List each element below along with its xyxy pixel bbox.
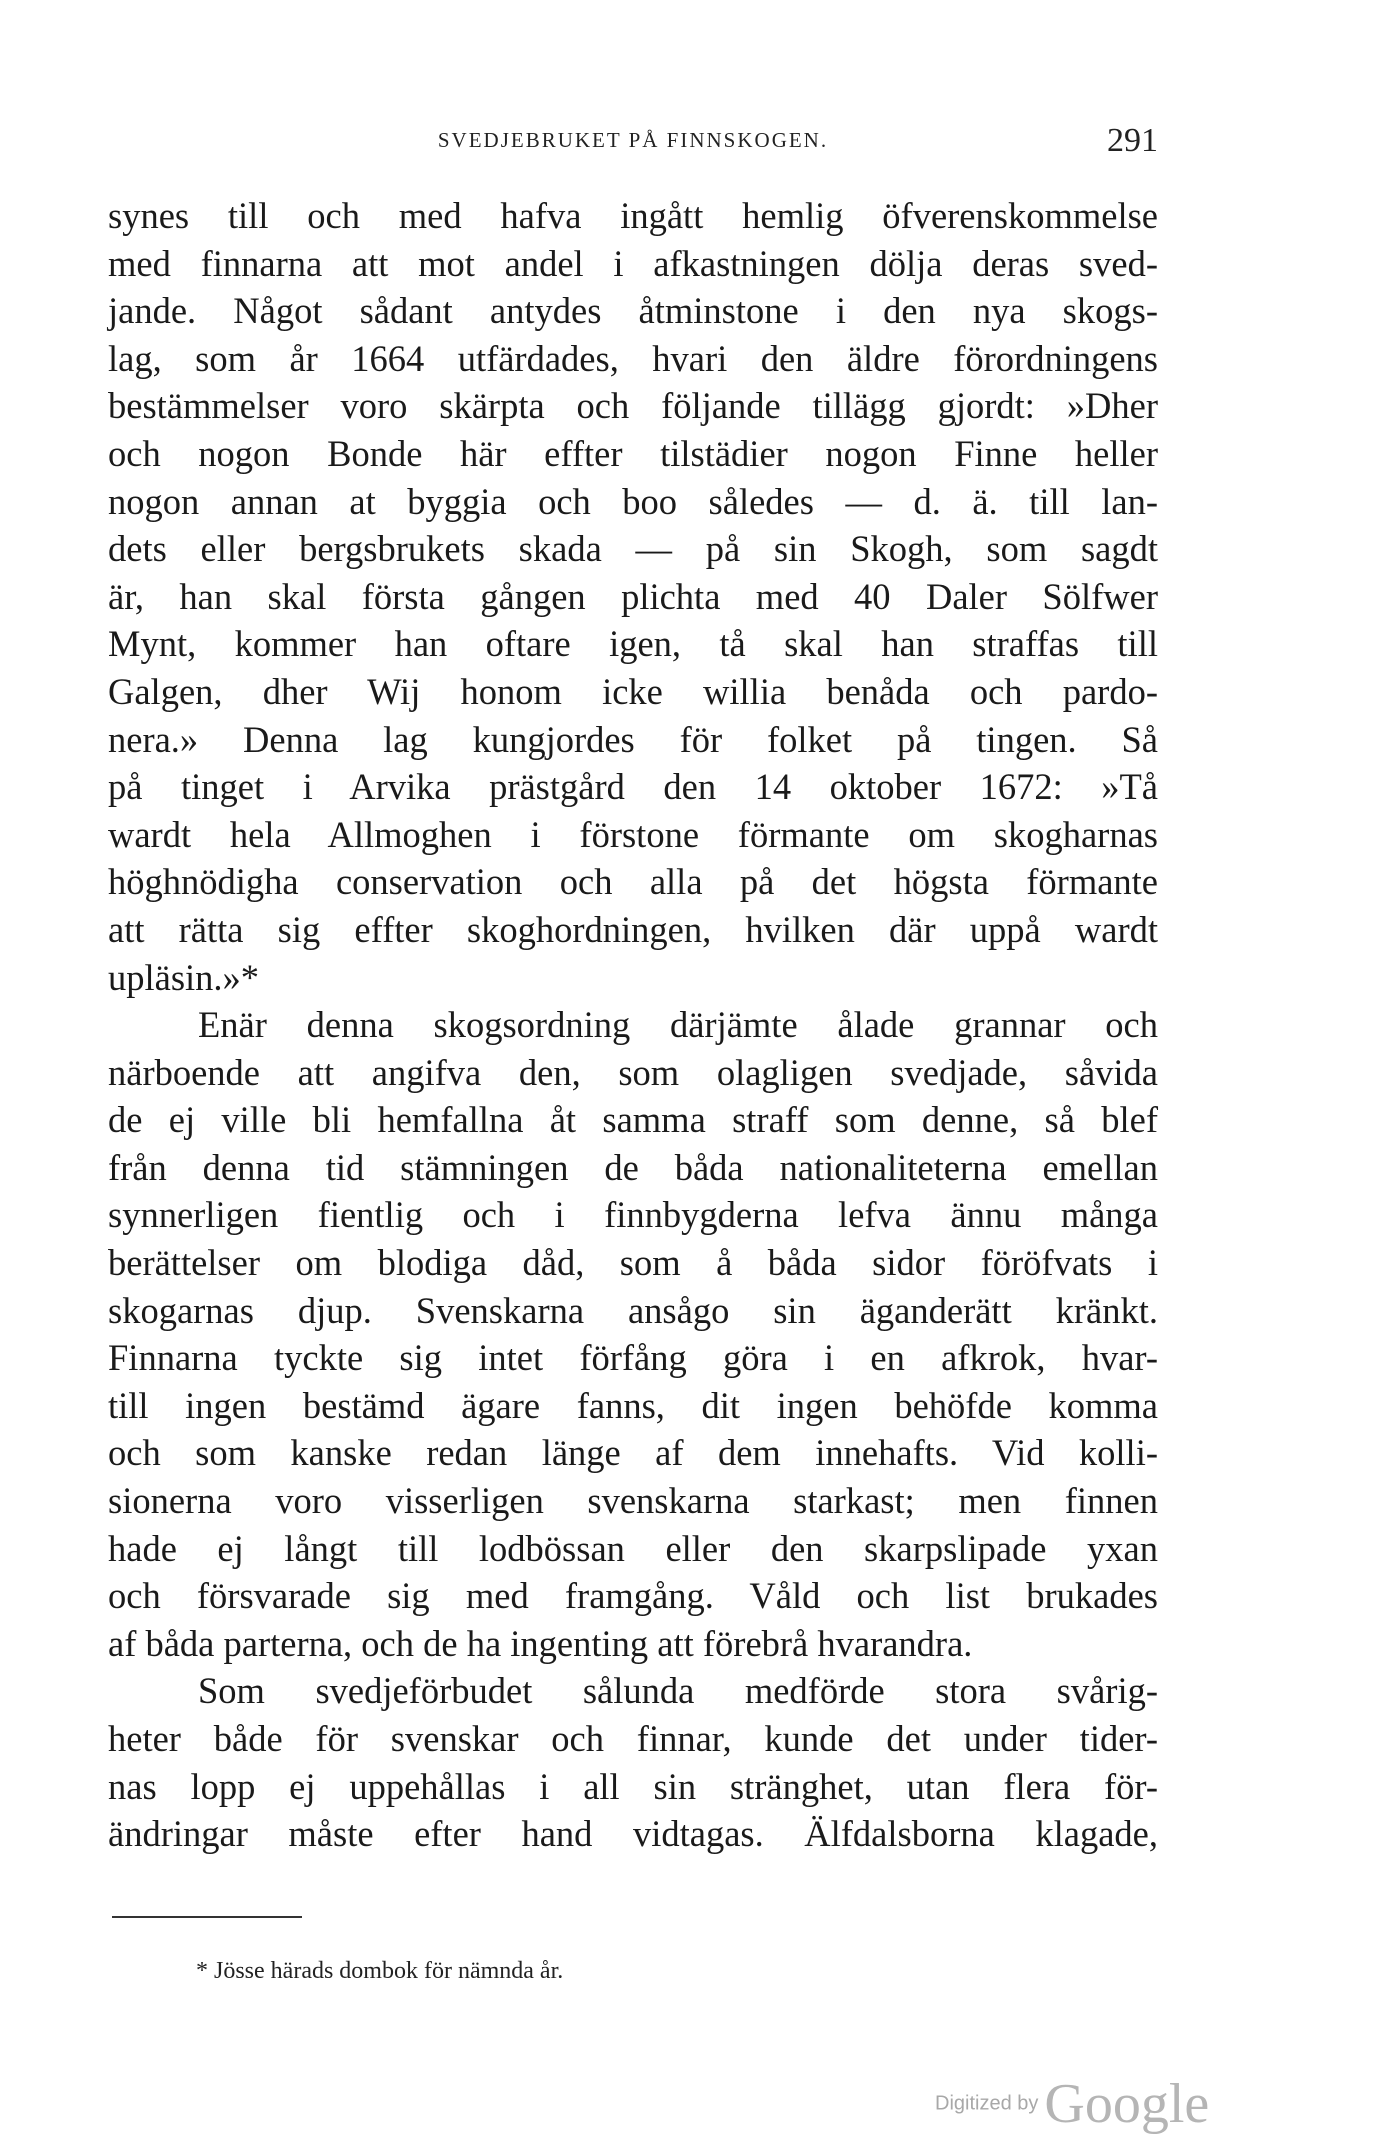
text-line: skogarnas djup. Svenskarna ansågo sin äganderätt kränkt. xyxy=(108,1289,1158,1331)
text-line: jande. Något sådant antydes åtminstone i den nya skogs- xyxy=(108,290,1158,332)
text-line: att rätta sig effter skoghordningen, hvilken där uppå wardt xyxy=(108,908,1158,950)
paragraph-1 xyxy=(108,192,1158,1001)
text-line: synes till och med hafva ingått hemlig öfverenskommelse xyxy=(108,195,1158,236)
text-line: från denna tid stämningen de båda nationaliteterna emellan xyxy=(108,1146,1158,1188)
text-line: med finnarna att mot andel i afkastningen dölja deras sved- xyxy=(108,242,1158,284)
text-line: lag, som år 1664 utfärdades, hvari den äldre förordningens xyxy=(108,337,1158,379)
text-line: Galgen, dher Wij honom icke willia benåda och pardo- xyxy=(108,670,1158,712)
watermark-prefix: Digitized by xyxy=(935,2092,1039,2115)
text-line: bestämmelser voro skärpta och följande tillägg gjordt: »Dher xyxy=(108,385,1158,427)
text-line: Finnarna tyckte sig intet förfång göra i en afkrok, hvar- xyxy=(108,1337,1158,1379)
text-line: sionerna voro visserligen svenskarna starkast; men finnen xyxy=(108,1480,1158,1522)
paragraph-3 xyxy=(108,1667,1158,1857)
text-line: nogon annan at byggia och boo således — d. ä. till lan- xyxy=(108,480,1158,522)
paragraph-2 xyxy=(108,1001,1158,1667)
running-title: SVEDJEBRUKET PÅ FINNSKOGEN. xyxy=(437,128,829,152)
text-line: dets eller bergsbrukets skada — på sin Skogh, som sagdt xyxy=(108,528,1158,570)
text-line: höghnödigha conservation och alla på det högsta förmante xyxy=(108,861,1158,903)
text-line: ändringar måste efter hand vidtagas. Älfdalsborna klagade, xyxy=(108,1813,1158,1855)
text-line: berättelser om blodiga dåd, som å båda sidor föröfvats i xyxy=(108,1242,1158,1284)
text-line: af båda parterna, och de ha ingenting att förebrå hvarandra. xyxy=(108,1622,973,1664)
body-text xyxy=(108,192,1158,1858)
text-line: nera.» Denna lag kungjordes för folket på tingen. Så xyxy=(108,718,1158,760)
text-line: de ej ville bli hemfallna åt samma straff som denne, så blef xyxy=(108,1099,1158,1141)
text-line: hade ej långt till lodbössan eller den skarpslipade yxan xyxy=(108,1527,1158,1569)
text-line: till ingen bestämd ägare fanns, dit ingen behöfde komma xyxy=(108,1384,1158,1426)
footnote-rule xyxy=(112,1916,302,1918)
page-number: 291 xyxy=(1107,122,1158,159)
text-line: närboende att angifva den, som olagligen svedjade, såvida xyxy=(108,1051,1158,1093)
google-logo: Google xyxy=(1044,2073,1210,2135)
text-line: nas lopp ej uppehållas i all sin stränghet, utan flera för- xyxy=(108,1765,1158,1807)
text-line: och nogon Bonde här effter tilstädier nogon Finne heller xyxy=(108,432,1158,474)
text-line: synnerligen fientlig och i finnbygderna lefva ännu många xyxy=(108,1194,1158,1236)
text-line: och försvarade sig med framgång. Våld och list brukades xyxy=(108,1575,1158,1617)
footnote: * Jösse härads dombok för nämnda år. xyxy=(196,1958,564,1984)
text-line: upläsin.»* xyxy=(108,956,260,998)
text-line: Som svedjeförbudet sålunda medförde stora svårig- xyxy=(198,1670,1158,1712)
text-line: på tinget i Arvika prästgård den 14 oktober 1672: »Tå xyxy=(108,766,1158,808)
text-line: är, han skal första gången plichta med 40 Daler Sölfwer xyxy=(108,575,1158,617)
digitized-watermark xyxy=(935,2072,1210,2135)
text-line: Mynt, kommer han oftare igen, tå skal han straffas till xyxy=(108,623,1158,665)
text-line: heter både för svenskar och finnar, kunde det under tider- xyxy=(108,1718,1158,1759)
text-line: och som kanske redan länge af dem innehafts. Vid kolli- xyxy=(108,1432,1158,1474)
text-line: Enär denna skogsordning därjämte ålade grannar och xyxy=(198,1004,1158,1046)
running-head xyxy=(108,122,1158,162)
text-line: wardt hela Allmoghen i förstone förmante om skogharnas xyxy=(108,813,1158,855)
